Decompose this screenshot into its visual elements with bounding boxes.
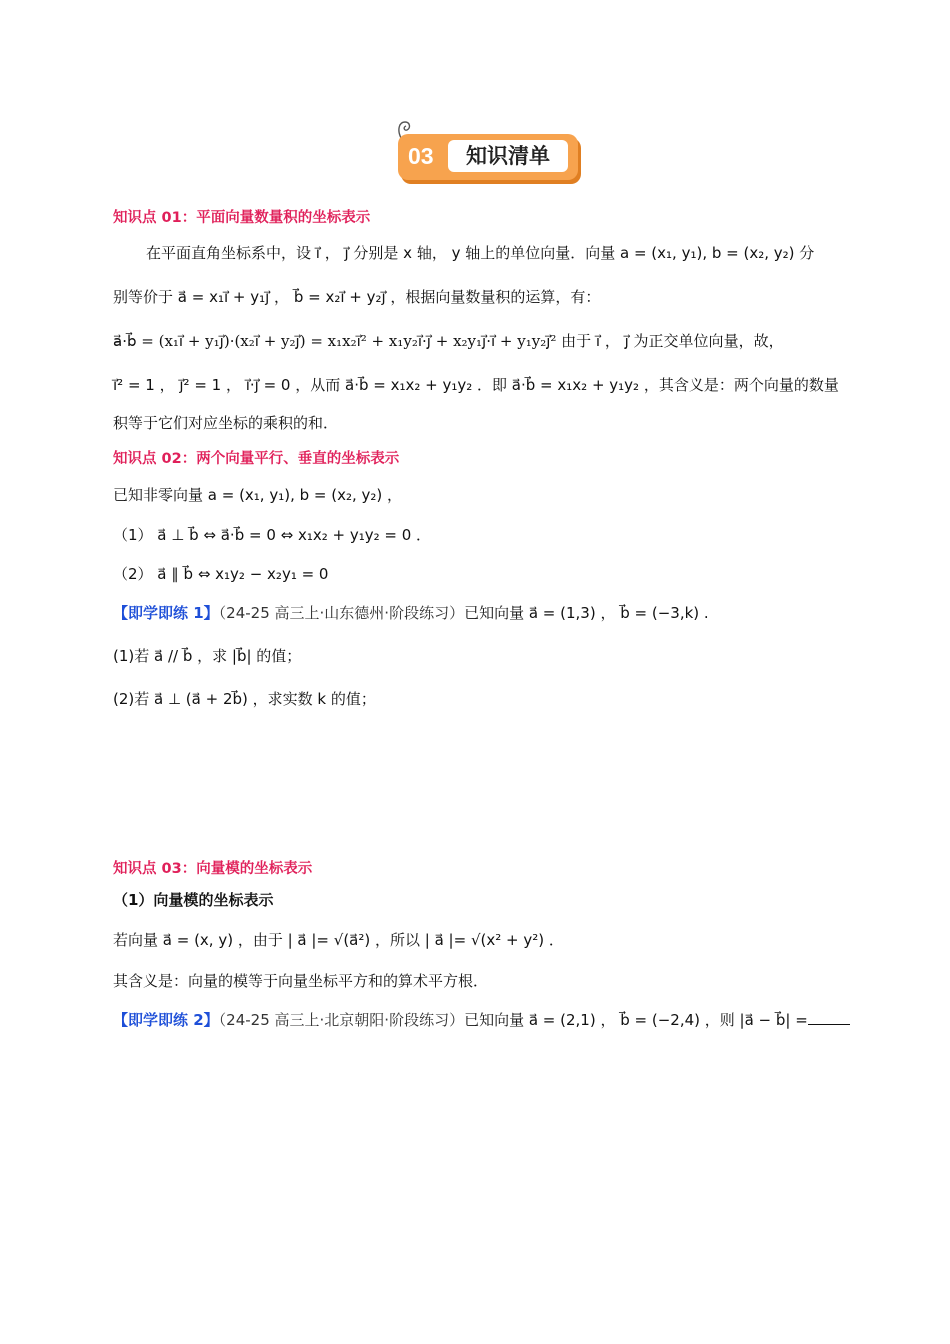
- exercise-2-source: （24-25 高三上·北京朝阳·阶段练习）: [218, 1011, 465, 1029]
- exercise-2-tag: 【即学即练 2】: [113, 1011, 219, 1029]
- exercise-1-text: 已知向量 a⃗ = (1,3) ， b⃗ = (−3,k) .: [464, 604, 709, 622]
- exercise-1-line: [113, 603, 709, 623]
- exercise-2-line: [113, 1010, 850, 1030]
- exercise-1-question-2: (2)若 a⃗ ⊥ (a⃗ + 2b⃗) ，求实数 k 的值；: [113, 690, 376, 708]
- answer-blank[interactable]: [808, 1010, 850, 1025]
- kp2-title: 知识点 02：两个向量平行、垂直的坐标表示: [113, 451, 400, 467]
- kp2-paragraph-1: 已知非零向量 a = (x₁, y₁), b = (x₂, y₂) ，: [113, 486, 403, 504]
- exercise-1-tag: 【即学即练 1】: [113, 604, 219, 622]
- section-number: 03: [408, 143, 434, 169]
- section-title: 知识清单: [448, 140, 568, 172]
- exercise-2-text: 已知向量 a⃗ = (2,1) ， b⃗ = (−2,4) ，则 |a⃗ − b⃗| =: [464, 1011, 808, 1029]
- kp3-paragraph-2: 其含义是：向量的模等于向量坐标平方和的算术平方根．: [113, 972, 489, 990]
- exercise-1-source: （24-25 高三上·山东德州·阶段练习）: [218, 604, 465, 622]
- kp1-paragraph-1: 在平面直角坐标系中，设 i⃗ ， j⃗ 分别是 x 轴， y 轴上的单位向量．向量 a = (x₁, y₁), b = (x₂, y₂) 分: [146, 244, 815, 262]
- kp1-paragraph-5: 积等于它们对应坐标的乘积的和．: [113, 414, 339, 432]
- section-header-badge: [398, 134, 578, 180]
- kp1-paragraph-4: i⃗² = 1 ， j⃗² = 1 ， i⃗·j⃗ = 0 ，从而 a⃗·b⃗ = x₁x₂ + y₁y₂ ．即 a⃗·b⃗ = x₁x₂ + y₁y₂ ，其含义是：两个向量的数量: [113, 376, 839, 394]
- kp2-condition-parallel: （2） a⃗ ∥ b⃗ ⇔ x₁y₂ − x₂y₁ = 0: [113, 565, 329, 583]
- exercise-1-question-1: (1)若 a⃗ // b⃗ ，求 |b⃗| 的值；: [113, 647, 302, 665]
- kp1-title: 知识点 01：平面向量数量积的坐标表示: [113, 210, 371, 226]
- kp1-paragraph-2: 别等价于 a⃗ = x₁i⃗ + y₁j⃗ ， b⃗ = x₂i⃗ + y₂j⃗ ，根据向量数量积的运算，有：: [113, 288, 601, 306]
- kp1-paragraph-3: a⃗·b⃗ = (x₁i⃗ + y₁j⃗)·(x₂i⃗ + y₂j⃗) = x₁x₂i⃗² + x₁y₂i⃗·j⃗ + x₂y₁j⃗·i⃗ + y₁y₂j⃗² 由于 i⃗ ， j⃗ 为正交单位向量，故，: [113, 332, 784, 350]
- kp2-condition-perpendicular: （1） a⃗ ⊥ b⃗ ⇔ a⃗·b⃗ = 0 ⇔ x₁x₂ + y₁y₂ = 0 ．: [113, 526, 432, 544]
- kp3-title: 知识点 03：向量模的坐标表示: [113, 861, 313, 877]
- kp3-subtitle: （1）向量模的坐标表示: [113, 891, 274, 909]
- kp3-paragraph-1: 若向量 a⃗ = (x, y) ，由于 | a⃗ |= √(a⃗²) ，所以 | a⃗ |= √(x² + y²) ．: [113, 931, 564, 949]
